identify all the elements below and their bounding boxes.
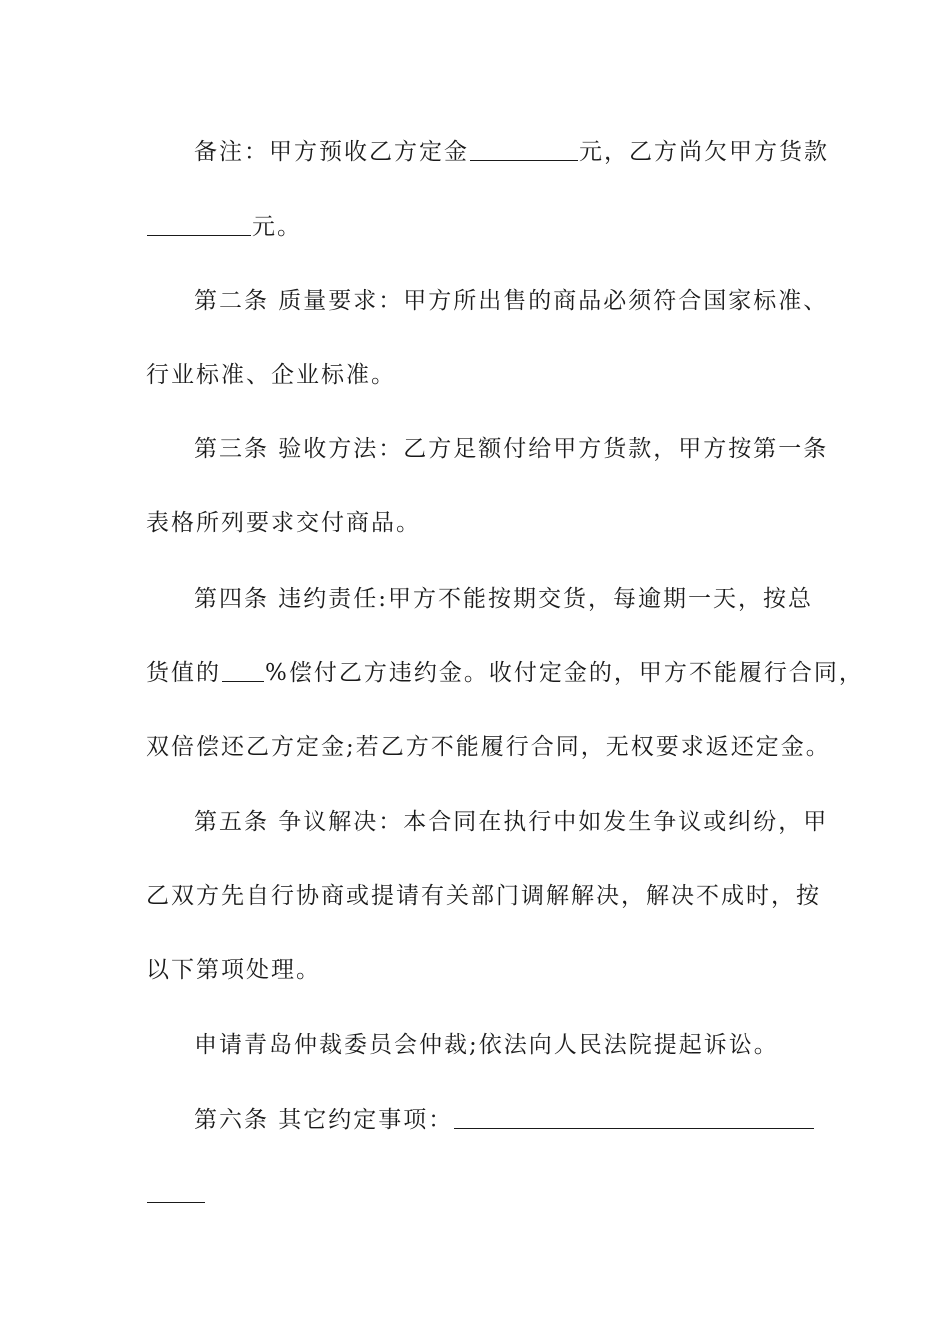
outstanding-payment-blank	[147, 209, 251, 236]
article-4-line-3: 双倍偿还乙方定金;若乙方不能履行合同，无权要求返还定金。	[146, 734, 831, 760]
article-2-line-1: 第二条 质量要求：甲方所出售的商品必须符合国家标准、	[194, 288, 829, 314]
arbitration-line: 申请青岛仲裁委员会仲裁;依法向人民法院提起诉讼。	[194, 1032, 779, 1058]
remarks-text-b: 元，乙方尚欠甲方货款	[579, 139, 829, 165]
remarks-line-1	[146, 132, 858, 172]
article-4-line-1: 第四条 违约责任:甲方不能按期交货，每逾期一天，按总	[194, 586, 814, 612]
article-6-line-2	[146, 1174, 810, 1214]
remarks-line-2	[146, 207, 810, 247]
article-4-text-b: %偿付乙方违约金。收付定金的，甲方不能履行合同，	[265, 660, 864, 686]
article-6-line-1	[146, 1100, 858, 1140]
article-3-line-2: 表格所列要求交付商品。	[146, 510, 421, 536]
article-6-text: 第六条 其它约定事项：	[194, 1107, 454, 1133]
other-terms-blank	[454, 1102, 814, 1129]
article-5-line-1: 第五条 争议解决：本合同在执行中如发生争议或纠纷，甲	[194, 809, 829, 835]
remarks-text-c: 元。	[252, 214, 302, 240]
remarks-text-a: 备注：甲方预收乙方定金	[194, 139, 469, 165]
other-terms-blank-continued	[147, 1176, 205, 1203]
deposit-amount-blank	[470, 134, 578, 161]
article-2-line-2: 行业标准、企业标准。	[146, 362, 396, 388]
article-5-line-2: 乙双方先自行协商或提请有关部门调解解决，解决不成时，按	[146, 883, 821, 909]
article-5-line-3: 以下第项处理。	[146, 957, 321, 983]
article-4-line-2	[146, 653, 864, 693]
article-4-text-a: 货值的	[146, 660, 221, 686]
penalty-percent-blank	[222, 655, 264, 682]
article-3-line-1: 第三条 验收方法：乙方足额付给甲方货款，甲方按第一条	[194, 436, 829, 462]
